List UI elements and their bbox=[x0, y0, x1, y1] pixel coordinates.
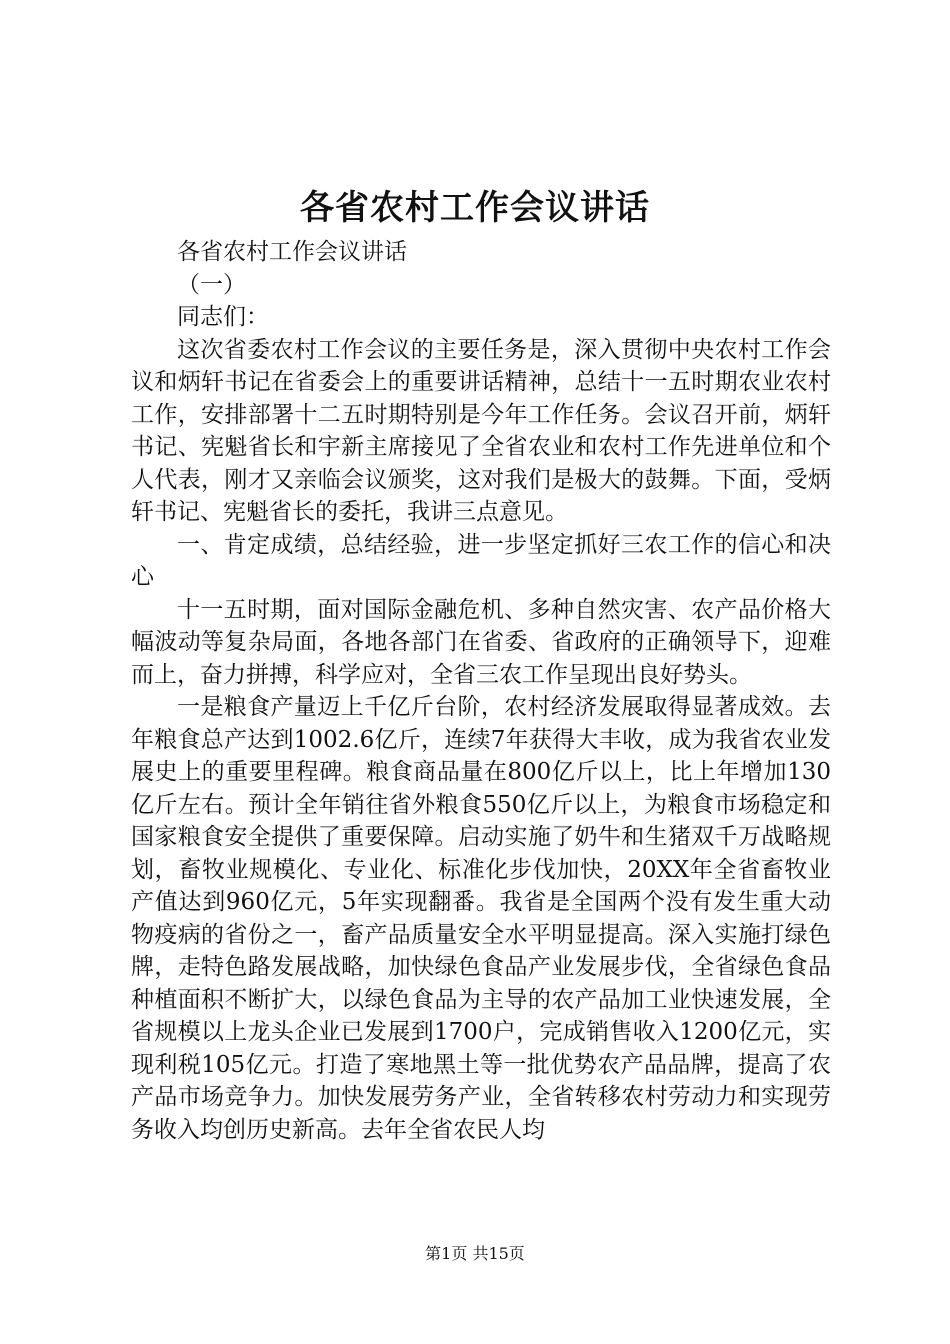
section-heading-paragraph: 一、肯定成绩，总结经验，进一步坚定抓好三农工作的信心和决心 bbox=[131, 531, 831, 590]
overview-paragraph: 十一五时期，面对国际金融危机、多种自然灾害、农产品价格大幅波动等复杂局面，各地各部门在省委、省政府的正确领导下，迎难而上，奋力拼搏，科学应对，全省三农工作呈现出良好势头。 bbox=[131, 596, 831, 688]
salutation-paragraph: 同志们： bbox=[177, 304, 269, 330]
achievement-paragraph: 一是粮食产量迈上千亿斤台阶，农村经济发展取得显著成效。去年粮食总产达到1002.6亿斤，连续7年获得大丰收，成为我省农业发展史上的重要里程碑。粮食商品量在800亿斤以上，比上年增加130亿斤左右。预计全年销往省外粮食550亿斤以上，为粮食市场稳定和国家粮食安全提供了重要保障。启动实施了奶牛和生猪双千万战略规划，畜牧业规模化、专业化、标准化步伐加快，20XX年全省畜牧业产值达到960亿元，5年实现翻番。我省是全国两个没有发生重大动物疫病的省份之一，畜产品质量安全水平明显提高。深入实施打绿色牌，走特色路发展战略，加快绿色食品产业发展步伐，全省绿色食品种植面积不断扩大，以绿色食品为主导的农产品加工业快速发展，全省规模以上龙头企业已发展到1700户，完成销售收入1200亿元，实现利税105亿元。打造了寒地黑土等一批优势农产品品牌，提高了农产品市场竞争力。加快发展劳务产业，全省转移农村劳动力和实现劳务收入均创历史新高。去年全省农民人均 bbox=[131, 694, 831, 1143]
section-number-paragraph: （一） bbox=[177, 271, 246, 298]
page-footer: 第1页 共15页 bbox=[425, 1244, 525, 1263]
document-body bbox=[131, 236, 831, 1146]
intro-paragraph: 这次省委农村工作会议的主要任务是，深入贯彻中央农村工作会议和炳轩书记在省委会上的重要讲话精神，总结十一五时期农业农村工作，安排部署十二五时期特别是今年工作任务。会议召开前，炳轩书记、宪魁省长和宇新主席接见了全省农业和农村工作先进单位和个人代表，刚才又亲临会议颁奖，这对我们是极大的鼓舞。下面，受炳轩书记、宪魁省长的委托，我讲三点意见。 bbox=[131, 336, 831, 525]
document-title: 各省农村工作会议讲话 bbox=[300, 188, 650, 228]
subtitle-paragraph: 各省农村工作会议讲话 bbox=[177, 239, 407, 265]
